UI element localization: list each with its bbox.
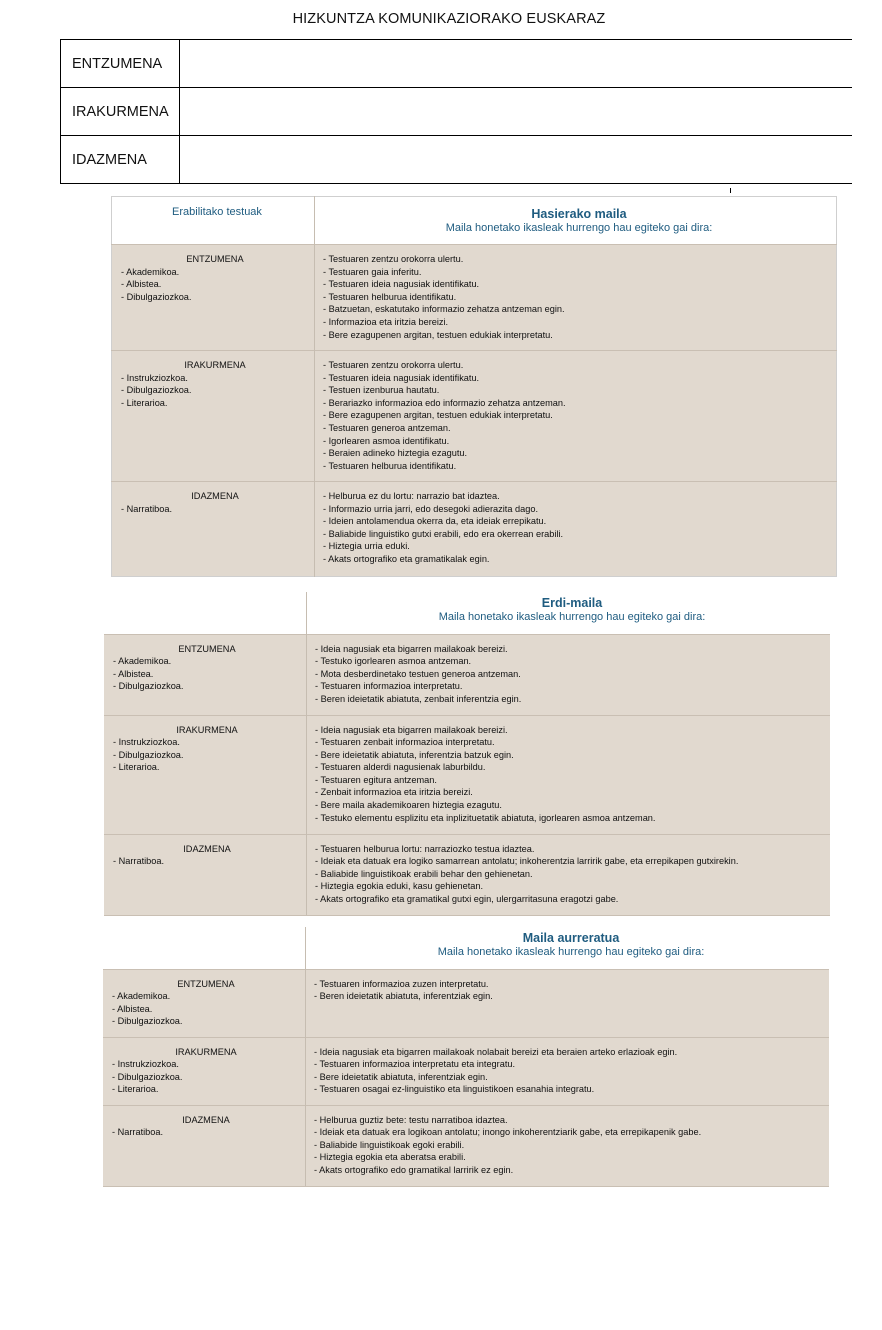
list-line: - Testuaren informazioa interpretatu. bbox=[315, 681, 463, 692]
list-line: - Dibulgaziozkoa. bbox=[121, 291, 192, 302]
text-types-cell bbox=[104, 715, 307, 834]
list-line: - Hiztegia egokia eta aberatsa erabili. bbox=[314, 1152, 466, 1163]
summary-label: ENTZUMENA bbox=[61, 40, 180, 88]
list-line: - Literarioa. bbox=[112, 1084, 159, 1095]
list-line: - Baliabide linguistikoak egoki erabili. bbox=[314, 1139, 465, 1150]
level-row bbox=[112, 351, 837, 482]
list-line: - Ideia nagusiak eta bigarren mailakoak bereizi. bbox=[315, 643, 508, 654]
list-line: - Narratiboa. bbox=[112, 1127, 164, 1138]
abilities-list bbox=[315, 245, 837, 351]
level-row bbox=[103, 1037, 829, 1105]
text-types-cell bbox=[112, 245, 315, 351]
document-title: HIZKUNTZA KOMUNIKAZIORAKO EUSKARAZ bbox=[292, 11, 606, 27]
list-line: - Testuaren gaia inferitu. bbox=[323, 266, 422, 277]
list-line: - Bere ezagupenen argitan, testuen edukiak interpretatu. bbox=[323, 329, 553, 340]
skill-name: ENTZUMENA bbox=[186, 254, 244, 264]
text-types-cell bbox=[103, 1105, 306, 1186]
list-line: - Zenbait informazioa eta iritzia bereizi. bbox=[315, 787, 473, 798]
list-line: - Batzuetan, eskatutako informazio zehatza antzeman egin. bbox=[323, 304, 565, 315]
text-types-list bbox=[121, 372, 313, 410]
list-line: - Testuaren osagai ez-linguistiko eta linguistikoen esanahia integratu. bbox=[314, 1084, 595, 1095]
list-line: - Helburua guztiz bete: testu narratiboa idaztea. bbox=[314, 1114, 508, 1125]
text-types-list bbox=[113, 855, 305, 868]
list-line: - Ideiak eta datuak era logikoan antolatu; inongo inkoherentziarik gabe, eta errepikapenik gabe. bbox=[314, 1127, 702, 1138]
list-line: - Akats ortografiko eta gramatikal gutxi egin, ulergarritasuna eragotzi gabe. bbox=[315, 893, 619, 904]
list-line: - Testuaren egitura antzeman. bbox=[315, 774, 437, 785]
abilities-list bbox=[315, 482, 837, 577]
list-line: - Berariazko informazioa edo informazio zehatza antzeman. bbox=[323, 397, 566, 408]
list-line: - Testuko elementu esplizitu eta inplizituetatik abiatuta, igorlearen asmoa antzeman. bbox=[315, 812, 656, 823]
list-line: - Literarioa. bbox=[121, 397, 168, 408]
text-types-cell bbox=[104, 834, 307, 915]
list-line: - Beraien adineko hiztegia ezagutu. bbox=[323, 448, 468, 459]
text-types-list bbox=[112, 1126, 304, 1139]
list-line: - Baliabide linguistikoak erabili behar den gehienetan. bbox=[315, 868, 533, 879]
list-line: - Testuaren zentzu orokorra ulertu. bbox=[323, 360, 464, 370]
list-line: - Literarioa. bbox=[113, 762, 160, 773]
list-line: - Dibulgaziozkoa. bbox=[113, 681, 184, 692]
list-line: - Akademikoa. bbox=[121, 266, 180, 277]
list-line: - Testuaren helburua identifikatu. bbox=[323, 460, 457, 471]
level-right-header bbox=[315, 197, 837, 245]
skill-name: IDAZMENA bbox=[191, 491, 239, 501]
list-line: - Akats ortografiko edo gramatikal larririk ez egin. bbox=[314, 1164, 514, 1175]
level-table-advanced bbox=[103, 927, 829, 1187]
list-line: - Hiztegia urria eduki. bbox=[323, 541, 410, 552]
level-table-beginner bbox=[111, 196, 837, 577]
list-line: - Dibulgaziozkoa. bbox=[112, 1016, 183, 1027]
skill-name: IDAZMENA bbox=[182, 1114, 230, 1125]
level-row bbox=[104, 715, 830, 834]
text-types-cell bbox=[112, 351, 315, 482]
level-right-header bbox=[306, 927, 830, 969]
list-line: - Ideien antolamendua okerra da, eta ideiak errepikatu. bbox=[323, 516, 547, 527]
list-line: - Albistea. bbox=[121, 279, 162, 290]
list-line: - Testuaren zenbait informazioa interpretatu. bbox=[315, 737, 495, 748]
list-line: - Beren ideietatik abiatuta, inferentziak egin. bbox=[314, 991, 493, 1002]
list-line: - Albistea. bbox=[112, 1003, 153, 1014]
text-types-list bbox=[121, 503, 313, 516]
list-line: - Narratiboa. bbox=[121, 503, 173, 514]
list-line: - Instrukziozkoa. bbox=[113, 737, 180, 748]
summary-row-writing bbox=[61, 136, 853, 184]
summary-value-cell[interactable] bbox=[180, 40, 853, 88]
list-line: - Bere ideietatik abiatuta, inferentziak egin. bbox=[314, 1071, 488, 1082]
list-line: - Testuaren informazioa zuzen interpretatu. bbox=[314, 978, 489, 989]
level-left-header bbox=[103, 927, 306, 969]
list-line: - Instrukziozkoa. bbox=[112, 1059, 179, 1070]
text-types-list bbox=[113, 736, 305, 774]
summary-value-cell[interactable] bbox=[180, 136, 853, 184]
level-header-row bbox=[112, 197, 837, 245]
list-line: - Testuaren zentzu orokorra ulertu. bbox=[323, 254, 464, 264]
level-header-row bbox=[103, 927, 829, 969]
list-line: - Testuaren alderdi nagusienak laburbildu. bbox=[315, 762, 486, 773]
list-line: - Dibulgaziozkoa. bbox=[112, 1071, 183, 1082]
list-line: - Akademikoa. bbox=[112, 991, 171, 1002]
list-line: - Albistea. bbox=[113, 668, 154, 679]
level-row bbox=[104, 834, 830, 915]
abilities-list bbox=[307, 634, 831, 715]
abilities-list bbox=[315, 351, 837, 482]
summary-row-listening bbox=[61, 40, 853, 88]
skills-summary-table bbox=[60, 39, 852, 184]
summary-label: IRAKURMENA bbox=[61, 88, 180, 136]
level-left-header bbox=[104, 592, 307, 634]
used-texts-heading bbox=[113, 593, 305, 601]
stray-mark bbox=[730, 188, 731, 193]
list-line: - Informazio urria jarri, edo desegoki adierazita dago. bbox=[323, 503, 538, 514]
abilities-list bbox=[306, 1105, 830, 1186]
list-line: - Narratiboa. bbox=[113, 856, 165, 867]
skill-name: ENTZUMENA bbox=[178, 643, 236, 654]
abilities-list bbox=[307, 715, 831, 834]
list-line: - Akats ortografiko eta gramatikalak egin. bbox=[323, 553, 490, 564]
list-line: - Baliabide linguistiko gutxi erabili, edo era okerrean erabili. bbox=[323, 528, 564, 539]
list-line: - Ideiak eta datuak era logiko samarrean antolatu; inkoherentzia larririk gabe, eta errepikapen gutxirekin. bbox=[315, 856, 739, 867]
list-line: - Testuaren generoa antzeman. bbox=[323, 422, 451, 433]
level-header-row bbox=[104, 592, 830, 634]
list-line: - Testuaren informazioa interpretatu eta integratu. bbox=[314, 1059, 516, 1070]
level-row bbox=[104, 634, 830, 715]
list-line: - Bere maila akademikoaren hiztegia ezagutu. bbox=[315, 800, 502, 811]
list-line: - Akademikoa. bbox=[113, 656, 172, 667]
list-line: - Informazioa eta iritzia bereizi. bbox=[323, 316, 449, 327]
abilities-list bbox=[307, 834, 831, 915]
level-table-intermediate bbox=[104, 592, 830, 916]
level-title: Erdi-maila bbox=[541, 596, 603, 610]
list-line: - Testuaren ideia nagusiak identifikatu. bbox=[323, 279, 480, 290]
list-line: - Testuko igorlearen asmoa antzeman. bbox=[315, 656, 472, 667]
list-line: - Ideia nagusiak eta bigarren mailakoak bereizi. bbox=[315, 724, 508, 735]
list-line: - Ideia nagusiak eta bigarren mailakoak nolabait bereizi eta beraien arteko erlazioak egin. bbox=[314, 1046, 678, 1057]
list-line: - Bere ideietatik abiatuta, inferentzia batzuk egin. bbox=[315, 749, 514, 760]
level-row bbox=[112, 482, 837, 577]
summary-value-cell[interactable] bbox=[180, 88, 853, 136]
text-types-list bbox=[112, 990, 304, 1028]
skill-name: IDAZMENA bbox=[183, 843, 231, 854]
list-line: - Mota desberdinetako testuen generoa antzeman. bbox=[315, 668, 521, 679]
list-line: - Hiztegia egokia eduki, kasu gehienetan. bbox=[315, 881, 484, 892]
skill-name: IRAKURMENA bbox=[184, 360, 246, 370]
list-line: - Instrukziozkoa. bbox=[121, 372, 188, 383]
text-types-list bbox=[113, 655, 305, 693]
list-line: - Bere ezagupenen argitan, testuen edukiak interpretatu. bbox=[323, 410, 553, 421]
text-types-cell bbox=[112, 482, 315, 577]
text-types-cell bbox=[103, 969, 306, 1037]
level-row bbox=[112, 245, 837, 351]
list-line: - Testuen izenburua hautatu. bbox=[323, 385, 440, 396]
list-line: - Igorlearen asmoa identifikatu. bbox=[323, 435, 450, 446]
level-title: Maila aurreratua bbox=[522, 931, 620, 945]
level-row bbox=[103, 969, 829, 1037]
summary-row-reading bbox=[61, 88, 853, 136]
text-types-cell bbox=[103, 1037, 306, 1105]
list-line: - Beren ideietatik abiatuta, zenbait inferentzia egin. bbox=[315, 693, 522, 704]
level-left-header bbox=[112, 197, 315, 245]
list-line: - Dibulgaziozkoa. bbox=[121, 385, 192, 396]
level-row bbox=[103, 1105, 829, 1186]
skill-name: ENTZUMENA bbox=[177, 978, 235, 989]
summary-label: IDAZMENA bbox=[61, 136, 180, 184]
text-types-list bbox=[112, 1058, 304, 1096]
abilities-list bbox=[306, 969, 830, 1037]
level-subtitle: Maila honetako ikasleak hurrengo hau egiteko gai dira: bbox=[438, 611, 706, 623]
abilities-list bbox=[306, 1037, 830, 1105]
level-title: Hasierako maila bbox=[531, 207, 627, 221]
level-subtitle: Maila honetako ikasleak hurrengo hau egiteko gai dira: bbox=[437, 946, 705, 958]
used-texts-heading bbox=[112, 928, 304, 936]
list-line: - Testuaren helburua identifikatu. bbox=[323, 291, 457, 302]
level-right-header bbox=[307, 592, 831, 634]
list-line: - Helburua ez du lortu: narrazio bat idaztea. bbox=[323, 491, 500, 501]
list-line: - Testuaren ideia nagusiak identifikatu. bbox=[323, 372, 480, 383]
used-texts-heading: Erabilitako testuak bbox=[172, 206, 262, 218]
list-line: - Testuaren helburua lortu: narraziozko testua idaztea. bbox=[315, 843, 535, 854]
list-line: - Dibulgaziozkoa. bbox=[113, 749, 184, 760]
text-types-list bbox=[121, 266, 313, 304]
skill-name: IRAKURMENA bbox=[175, 1046, 237, 1057]
skill-name: IRAKURMENA bbox=[176, 724, 238, 735]
level-subtitle: Maila honetako ikasleak hurrengo hau egiteko gai dira: bbox=[445, 222, 713, 234]
text-types-cell bbox=[104, 634, 307, 715]
